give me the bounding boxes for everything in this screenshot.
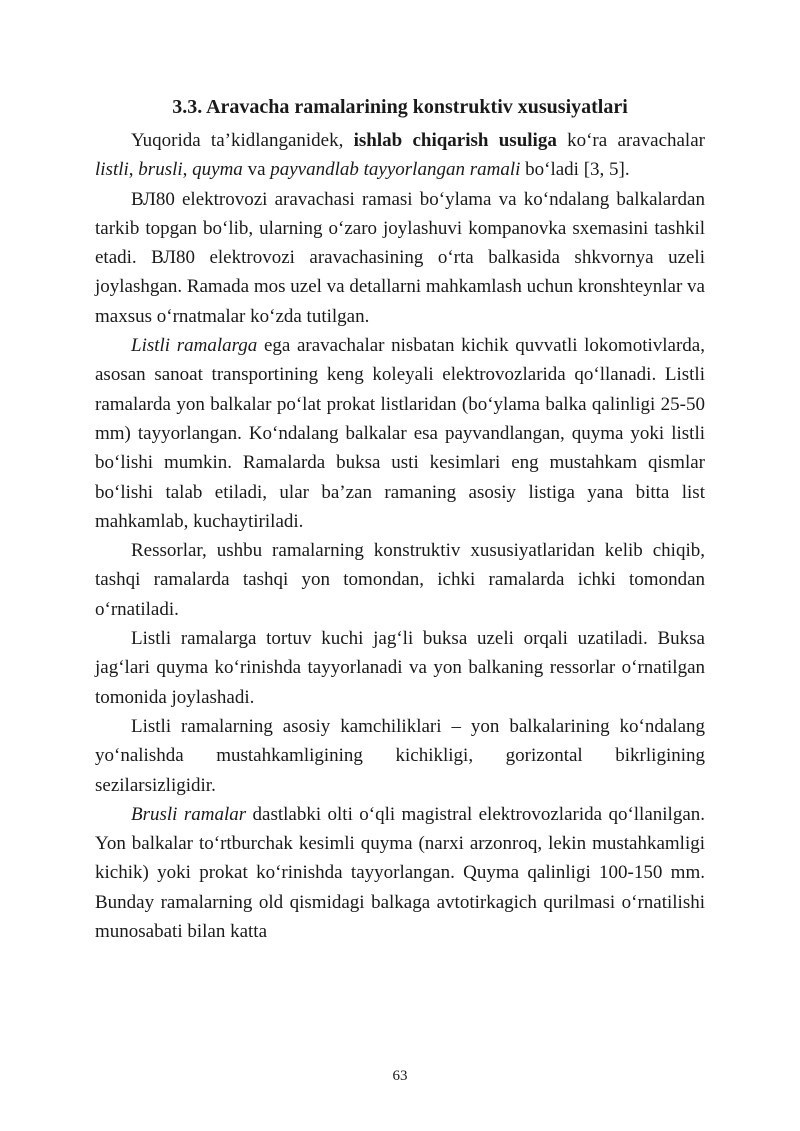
italic-term: Brusli ramalar [131, 803, 247, 825]
page-number: 63 [392, 1068, 408, 1084]
text-run: ega aravachalar nisbatan kichik quvvatli lokomotivlarda, asosan sanoat transportining keng koleyali elektrovozlarida qo‘llanadi. Listli ramalarda yon balkalar po‘lat prokat listlaridan (bo‘ylama balka qalinligi 25-50 mm) tayyorlangan. Ko‘ndalang balkalar esa payvandlangan, quyma yoki listli bo‘lishi mumkin. Ramalarda buksa usti kesimlari eng mustahkam qismlar bo‘lishi talab etiladi, ular ba’zan ramaning asosiy listiga yana bitta list mahkamlab, kuchaytiriladi. [95, 335, 705, 532]
italic-term: listli [95, 159, 129, 181]
paragraph-6: Listli ramalarning asosiy kamchiliklari – yon balkalarining ko‘ndalang yo‘nalishda mustahkamligining kichikligi, gorizontal bikrligining sezilarsizligidir. [95, 715, 705, 796]
text-run: bo‘ladi [3, 5]. [520, 159, 630, 181]
bold-term: ishlab chiqarish usuliga [353, 130, 557, 151]
text-run: ko‘ra aravachalar [556, 130, 705, 151]
paragraph-5: Listli ramalarga tortuv kuchi jag‘li buksa uzeli orqali uzatiladi. Buksa jag‘lari quyma ko‘rinishda tayyorlanadi va yon balkaning ressorlar o‘rnatilgan tomonida joylashadi. [95, 628, 705, 708]
section-title: 3.3. Aravacha ramalarining konstruktiv xususiyatlari [172, 96, 628, 118]
text-run: va [242, 159, 271, 181]
italic-term: brusli [138, 159, 183, 181]
paragraph-7 [95, 800, 705, 946]
italic-term: payvandlab tayyorlangan ramali [270, 159, 521, 181]
paragraph-3 [95, 331, 705, 536]
paragraph-2: ВЛ80 elektrovozi aravachasi ramasi bo‘ylama va ko‘ndalang balkalardan tarkib topgan bo‘lib, ularning o‘zaro joylashuvi kompanovka sxemasini tashkil etadi. ВЛ80 elektrovozi aravachasining o‘rta balkasida shkvornya uzeli joylashgan. Ramada mos uzel va detallarni mahkamlash uchun kronshteynlar va maxsus o‘rnatmalar ko‘zda tutilgan. [95, 188, 705, 327]
text-run: , [128, 159, 139, 181]
italic-term: quyma [192, 159, 243, 181]
italic-term: Listli ramalarga [131, 335, 258, 357]
text-run: , [182, 159, 193, 181]
text-run: dastlabki olti o‘qli magistral elektrovozlarida qo‘llanilgan. Yon balkalar to‘rtburchak kesimli quyma (narxi arzonroq, lekin mustahkamligi kichik) yoki prokat ko‘rinishda tayyorlangan. Quyma qalinligi 100-150 mm. Bunday ramalarning old qismidagi balkaga avtotirkagich qurilmasi o‘rnatilishi munosabati bilan katta [95, 803, 705, 943]
paragraph-1 [95, 126, 705, 185]
text-run: Yuqorida ta’kidlanganidek, [131, 130, 354, 151]
document-page [95, 92, 705, 946]
paragraph-4: Ressorlar, ushbu ramalarning konstruktiv xususiyatlaridan kelib chiqib, tashqi ramalarda tashqi yon tomondan, ichki ramalarda ichki tomondan o‘rnatiladi. [95, 540, 705, 620]
